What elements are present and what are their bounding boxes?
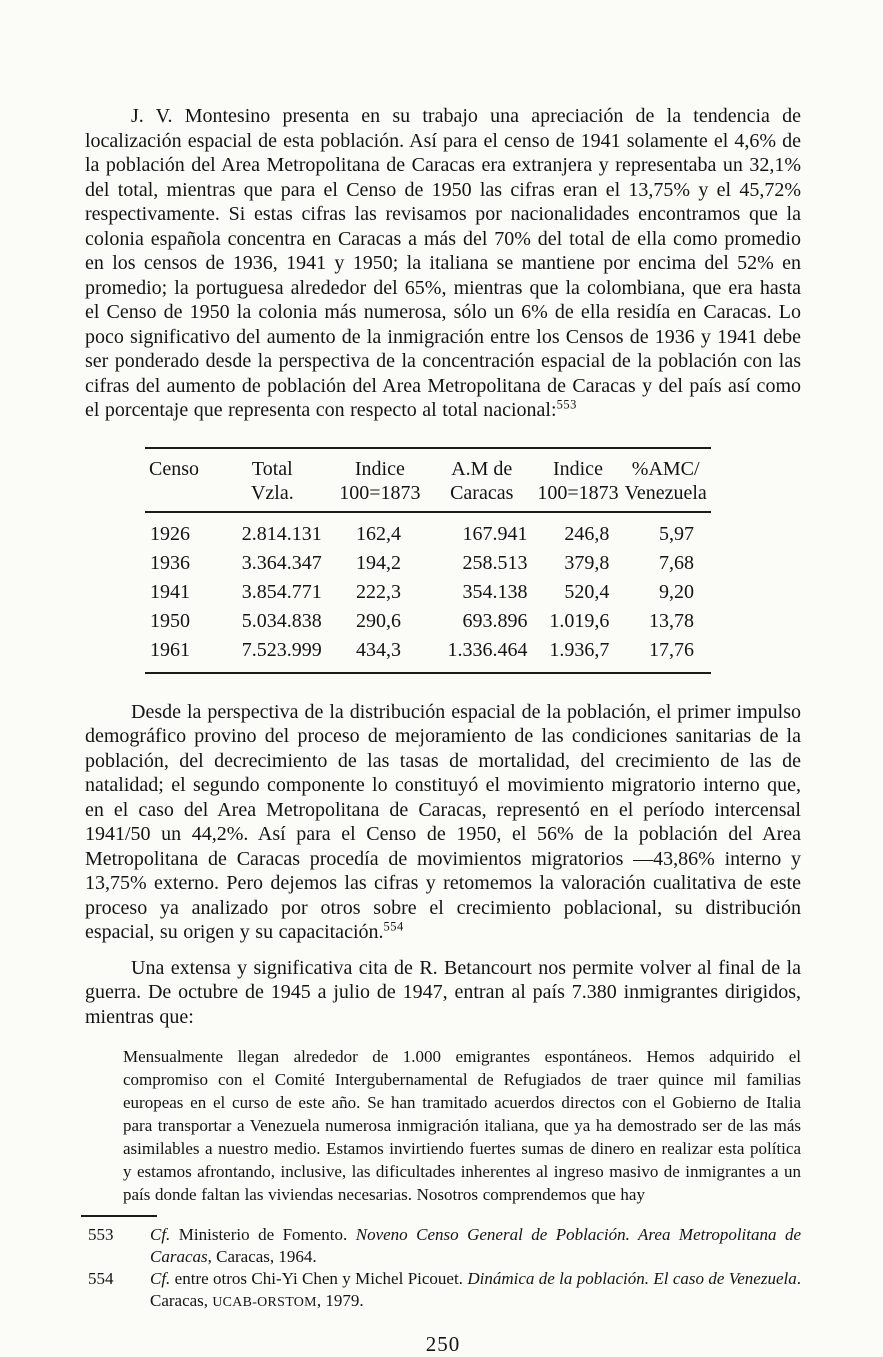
- table-cell: 7,68: [659, 551, 694, 574]
- footnote-text: [150, 1268, 801, 1314]
- text-run: Dinámica de la población. El caso de Venezuela: [467, 1269, 797, 1288]
- table-cell: 258.513: [462, 551, 528, 574]
- census-table-header: [145, 448, 711, 512]
- table-cell: 13,78: [649, 609, 694, 632]
- table-header-line: Indice: [354, 457, 405, 480]
- table-cell: 7.523.999: [241, 638, 322, 661]
- footnote-separator: [81, 1215, 157, 1217]
- table-header-line: Total: [251, 457, 293, 480]
- table-cell: 1.936,7: [549, 638, 610, 661]
- table-cell: 520,4: [564, 580, 610, 603]
- table-header-cell: [145, 448, 213, 512]
- table-row: [145, 636, 711, 673]
- table-cell: 1961: [150, 638, 190, 661]
- table-header-line: 100=1873: [537, 481, 619, 504]
- table-header-line: Caracas: [450, 481, 514, 504]
- paragraph-distribucion: [85, 700, 801, 945]
- text-run: Noveno Censo General de Población. Area Metropolitana de Caracas: [150, 1225, 802, 1266]
- text-run: . Caracas,: [150, 1269, 801, 1310]
- table-cell: 222,3: [355, 580, 401, 603]
- table-header-line: Indice: [552, 457, 603, 480]
- table-cell: 1.336.464: [447, 638, 528, 661]
- table-cell: 1936: [150, 551, 190, 574]
- betancourt-quote: [123, 1045, 801, 1206]
- table-cell: 379,8: [564, 551, 610, 574]
- text-run: Una extensa y significativa cita de R. Betancourt nos permite volver al final de la guerra. De octubre de 1945 a julio de 1947, entran al país 7.380 inmigrantes dirigidos, mientras que:: [85, 956, 801, 1028]
- table-header-line: Vzla.: [250, 481, 294, 504]
- table-header-line: %AMC/: [631, 457, 700, 480]
- paragraph-montesino: [85, 104, 801, 423]
- census-table-header-row: [145, 448, 711, 512]
- footnote-ref: 553: [556, 397, 577, 412]
- census-table-body: [145, 512, 711, 673]
- table-row: [145, 512, 711, 549]
- table-header-line: A.M de: [451, 457, 513, 480]
- table-cell: 162,4: [355, 522, 401, 545]
- table-row: [145, 549, 711, 578]
- page-number: 250: [425, 1332, 461, 1356]
- footnote-number: 553: [88, 1225, 114, 1244]
- text-run: Ministerio de Fomento.: [170, 1225, 356, 1244]
- table-cell: 5.034.838: [241, 609, 322, 632]
- table-header-line: Censo: [149, 457, 199, 480]
- text-run: , Caracas, 1964.: [207, 1247, 317, 1266]
- table-cell: 167.941: [462, 522, 528, 545]
- footnotes: [85, 1224, 801, 1314]
- table-cell: 246,8: [564, 522, 610, 545]
- text-run: Cf.: [150, 1269, 171, 1288]
- table-cell: 354.138: [462, 580, 528, 603]
- text-run: UCAB-ORSTOM: [212, 1295, 317, 1310]
- footnote-ref: 554: [383, 919, 404, 934]
- footnote-text: [150, 1224, 801, 1268]
- table-cell: 2.814.131: [241, 522, 322, 545]
- footnote: [85, 1268, 801, 1314]
- text-run: J. V. Montesino presenta en su trabajo una apreciación de la tendencia de localización espacial de esta población. Así para el censo de 1941 solamente el 4,6% de la población del Area Metropolitana de Caracas era extranjera y representaba un 32,1% del total, mientras que para el Censo de 1950 las cifras eran el 13,75% y el 45,72% respectivamente. Si estas cifras las revisamos por nacionalidades encontramos que la colonia española concentra en Caracas a más del 70% del total de ella como promedio en los censos de 1936, 1941 y 1950; la italiana se mantiene por encima del 52% en promedio; la portuguesa alrededor del 65%, mientras que la colombiana, que era hasta el Censo de 1950 la colonia más numerosa, sólo un 6% de ella residía en Caracas. Lo poco significativo del aumento de la inmigración entre los Censos de 1936 y 1941 debe ser ponderado desde la perspectiva de la concentración espacial de la población con las cifras del aumento de población del Area Metropolitana de Caracas y del país así como el porcentaje que representa con respecto al total nacional:: [85, 105, 801, 421]
- table-header-line: 100=1873: [339, 481, 421, 504]
- table-cell: 3.364.347: [241, 551, 322, 574]
- table-row: [145, 607, 711, 636]
- table-cell: 1926: [150, 522, 190, 545]
- text-run: entre otros Chi-Yi Chen y Michel Picouet.: [170, 1269, 468, 1288]
- table-header-cell: [213, 448, 332, 512]
- table-cell: 434,3: [355, 638, 401, 661]
- text-run: Mensualmente llegan alrededor de 1.000 emigrantes espontáneos. Hemos adquirido el compromiso con el Comité Intergubernamental de Refugiados de traer quince mil familias europeas en el curso de este año. Se han tramitado acuerdos directos con el Gobierno de Italia para transportar a Venezuela numerosa inmigración italiana, que ya ha demostrado ser de las más asimilables a nuestro medio. Estamos invirtiendo fuertes sumas de dinero en realizar esta política y estamos afrontando, inclusive, las dificultades inherentes al ingreso masivo de inmigrantes a un país donde faltan las viviendas necesarias. Nosotros comprendemos que hay: [123, 1047, 801, 1204]
- table-header-line: Venezuela: [624, 481, 707, 504]
- table-cell: 194,2: [355, 551, 401, 574]
- table-cell: 1950: [150, 609, 190, 632]
- table-row: [145, 578, 711, 607]
- table-header-cell: [536, 448, 621, 512]
- table-header-cell: [332, 448, 428, 512]
- table-header-cell: [428, 448, 536, 512]
- footnote-number: 554: [88, 1269, 114, 1288]
- table-cell: 1.019,6: [549, 609, 610, 632]
- table-cell: 693.896: [462, 609, 528, 632]
- text-run: Desde la perspectiva de la distribución espacial de la población, el primer impulso demográfico provino del proceso de mejoramiento de las condiciones sanitarias de la población, del decrecimiento de las tasas de mortalidad, del crecimiento de las de natalidad; el segundo componente lo constituyó el movimiento migratorio interno que, en el caso del Area Metropolitana de Caracas, representó en el período intercensal 1941/50 un 44,2%. Así para el Censo de 1950, el 56% de la población del Area Metropolitana de Caracas procedía de movimientos migratorios —43,86% interno y 13,75% externo. Pero dejemos las cifras y retomemos la valoración cualitativa de este proceso ya analizado por otros sobre el crecimiento poblacional, su distribución espacial, su origen y su capacitación.: [85, 700, 801, 943]
- table-cell: 17,76: [649, 638, 694, 661]
- table-header-cell: [620, 448, 711, 512]
- text-run: Cf.: [150, 1225, 171, 1244]
- paragraph-betancourt-intro: [85, 956, 801, 1030]
- table-cell: 290,6: [355, 609, 401, 632]
- census-table: [145, 447, 711, 674]
- table-cell: 1941: [150, 580, 190, 603]
- footnote: [85, 1224, 801, 1268]
- table-cell: 3.854.771: [241, 580, 322, 603]
- table-cell: 9,20: [659, 580, 694, 603]
- table-cell: 5,97: [659, 522, 694, 545]
- census-table-grid: [145, 447, 711, 674]
- text-run: , 1979.: [316, 1291, 364, 1310]
